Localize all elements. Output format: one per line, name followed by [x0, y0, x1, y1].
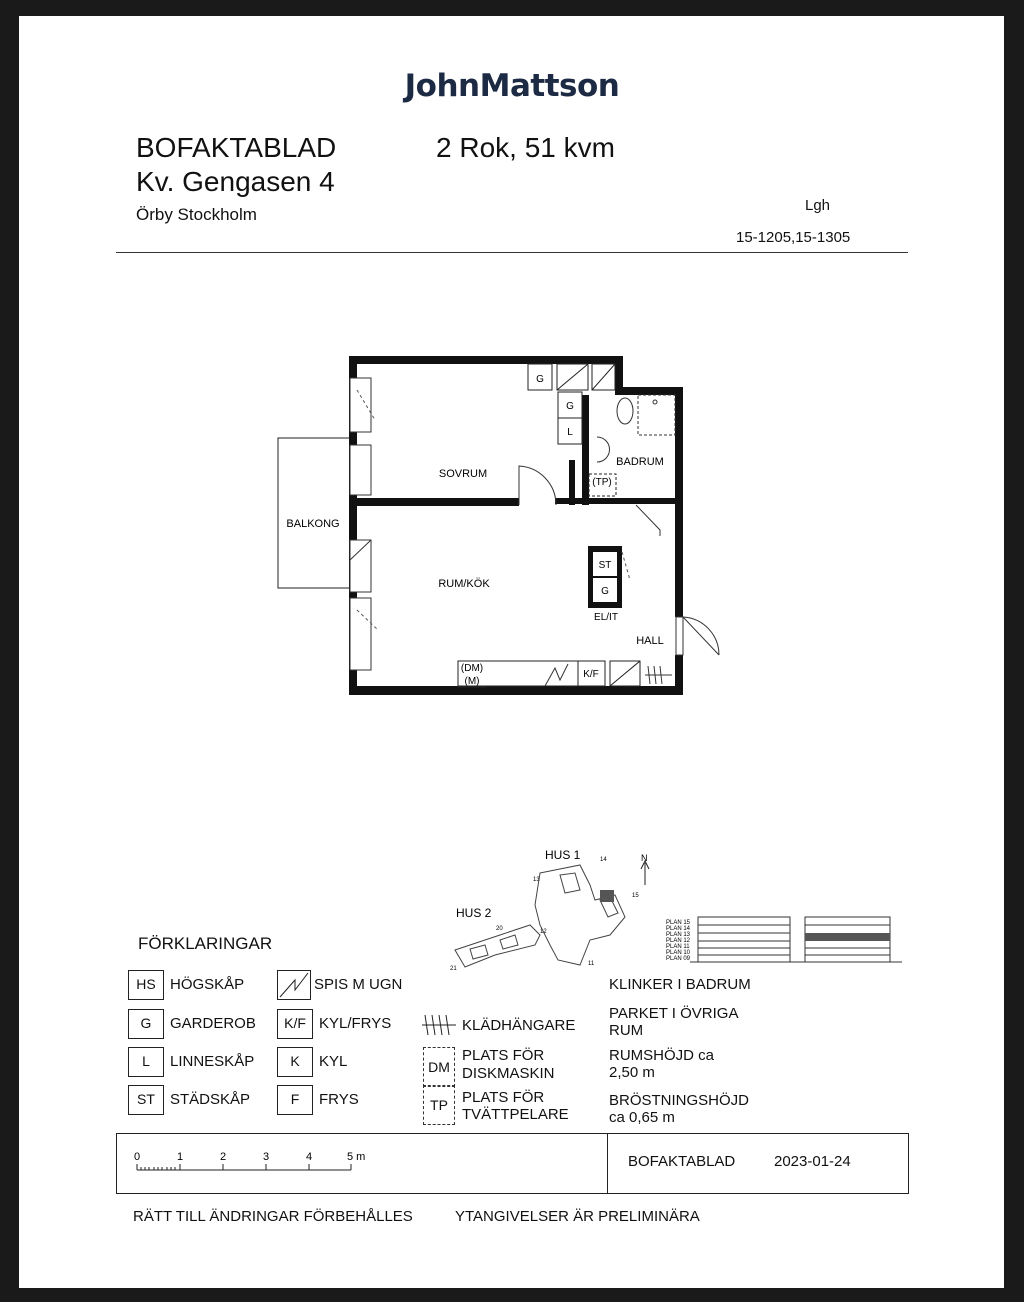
material-line-4b: ca 0,65 m	[609, 1109, 675, 1126]
svg-text:20: 20	[496, 926, 503, 932]
apartment-type: 2 Rok, 51 kvm	[436, 132, 615, 163]
svg-text:3: 3	[263, 1151, 270, 1163]
legend-label-spis: SPIS M UGN	[314, 976, 403, 993]
legend-code-hs: HS	[128, 970, 164, 1000]
bathroom-fixtures	[597, 395, 675, 462]
material-line-3b: 2,50 m	[609, 1064, 655, 1081]
apt-numbers: 15-1205,15-1305	[736, 229, 851, 246]
legend-code-kf: K/F	[277, 1009, 313, 1039]
svg-text:13: 13	[533, 877, 540, 883]
legend-code-f: F	[277, 1085, 313, 1115]
room-elit: EL/IT	[594, 612, 618, 623]
legend-label-l: LINNESKÅP	[170, 1053, 255, 1070]
svg-text:21: 21	[450, 966, 457, 972]
hanger-icon	[421, 1012, 457, 1038]
scale-bar	[130, 1148, 380, 1178]
legend-title: FÖRKLARINGAR	[138, 934, 273, 953]
svg-text:PLAN 15: PLAN 15	[666, 920, 691, 926]
svg-text:11: 11	[588, 961, 595, 967]
svg-text:PLAN 10: PLAN 10	[666, 950, 691, 956]
svg-text:14: 14	[600, 857, 607, 863]
fixture-tp: (TP)	[592, 477, 612, 488]
material-line-3a: RUMSHÖJD ca	[609, 1047, 715, 1064]
hanger-symbol	[645, 666, 672, 684]
legend-label-tp-2: TVÄTTPELARE	[462, 1106, 569, 1123]
legend-code-g: G	[128, 1009, 164, 1039]
property-title: Kv. Gengasen 4	[136, 166, 335, 197]
location-text: Örby Stockholm	[136, 205, 257, 224]
material-line-2b: RUM	[609, 1022, 644, 1039]
key-plan	[440, 845, 910, 975]
svg-text:4: 4	[306, 1151, 313, 1163]
svg-text:PLAN 14: PLAN 14	[666, 926, 691, 932]
svg-text:1: 1	[177, 1151, 184, 1163]
room-badrum: BADRUM	[616, 456, 664, 468]
room-balkong: BALKONG	[286, 518, 340, 530]
kitchen-island	[588, 546, 630, 608]
room-sovrum: SOVRUM	[438, 468, 488, 480]
legend-code-st: ST	[128, 1085, 164, 1115]
material-line-4a: BRÖSTNINGSHÖJD	[609, 1092, 750, 1109]
legend-label-g: GARDEROB	[170, 1015, 256, 1032]
svg-text:PLAN 09: PLAN 09	[666, 956, 691, 962]
footer-doc: BOFAKTABLAD	[628, 1153, 736, 1170]
hus2-label: HUS 2	[456, 906, 492, 920]
balcony-outline	[278, 438, 350, 588]
footer-date: 2023-01-24	[774, 1153, 851, 1170]
section-elevation	[690, 917, 902, 962]
fixture-kf: K/F	[583, 669, 599, 680]
footer-note-left: RÄTT TILL ÄNDRINGAR FÖRBEHÅLLES	[133, 1208, 413, 1225]
door-swings	[350, 466, 719, 655]
svg-text:PLAN 12: PLAN 12	[666, 938, 691, 944]
svg-text:0: 0	[134, 1151, 141, 1163]
legend-label-k: KYL	[319, 1053, 348, 1070]
north-label: N	[641, 853, 648, 863]
stove-icon	[277, 970, 311, 1000]
brand-logo: JohnMattson	[404, 68, 620, 104]
fixture-m: (M)	[464, 676, 480, 687]
fixture-g-1: G	[536, 374, 544, 385]
doc-type-title: BOFAKTABLAD	[136, 132, 337, 163]
legend-label-hanger: KLÄDHÄNGARE	[462, 1017, 576, 1034]
highlight-block	[600, 890, 614, 902]
legend-label-f: FRYS	[319, 1091, 359, 1108]
fixture-g-2: G	[566, 401, 574, 412]
legend-code-k: K	[277, 1047, 313, 1077]
legend-label-hs: HÖGSKÅP	[170, 976, 245, 993]
svg-text:15: 15	[632, 893, 639, 899]
room-rumkok: RUM/KÖK	[438, 578, 490, 590]
legend-label-dm-1: PLATS FÖR	[462, 1047, 545, 1064]
svg-text:PLAN 11: PLAN 11	[666, 944, 690, 950]
apt-label: Lgh	[805, 197, 831, 214]
svg-text:2: 2	[220, 1151, 227, 1163]
windows	[350, 378, 683, 670]
legend-label-st: STÄDSKÅP	[170, 1091, 251, 1108]
svg-text:5 m: 5 m	[347, 1151, 366, 1163]
material-line-2a: PARKET I ÖVRIGA	[609, 1005, 739, 1022]
footer-divider	[607, 1133, 608, 1193]
fixture-l: L	[567, 427, 573, 438]
fixture-st: ST	[598, 560, 612, 571]
legend-label-kf: KYL/FRYS	[319, 1015, 392, 1032]
legend-label-dm-2: DISKMASKIN	[462, 1065, 555, 1082]
legend-code-l: L	[128, 1047, 164, 1077]
hus1-label: HUS 1	[545, 848, 581, 862]
fixture-g-3: G	[601, 586, 609, 597]
footer-note-right: YTANGIVELSER ÄR PRELIMINÄRA	[455, 1208, 700, 1225]
material-line-1: KLINKER I BADRUM	[609, 976, 751, 993]
svg-text:PLAN 13: PLAN 13	[666, 932, 691, 938]
legend-label-tp-1: PLATS FÖR	[462, 1089, 545, 1106]
legend-code-dm: DM	[423, 1047, 455, 1087]
svg-text:12: 12	[540, 929, 547, 935]
fixture-dm: (DM)	[460, 663, 484, 674]
legend-code-tp: TP	[423, 1085, 455, 1125]
room-hall: HALL	[636, 635, 664, 647]
